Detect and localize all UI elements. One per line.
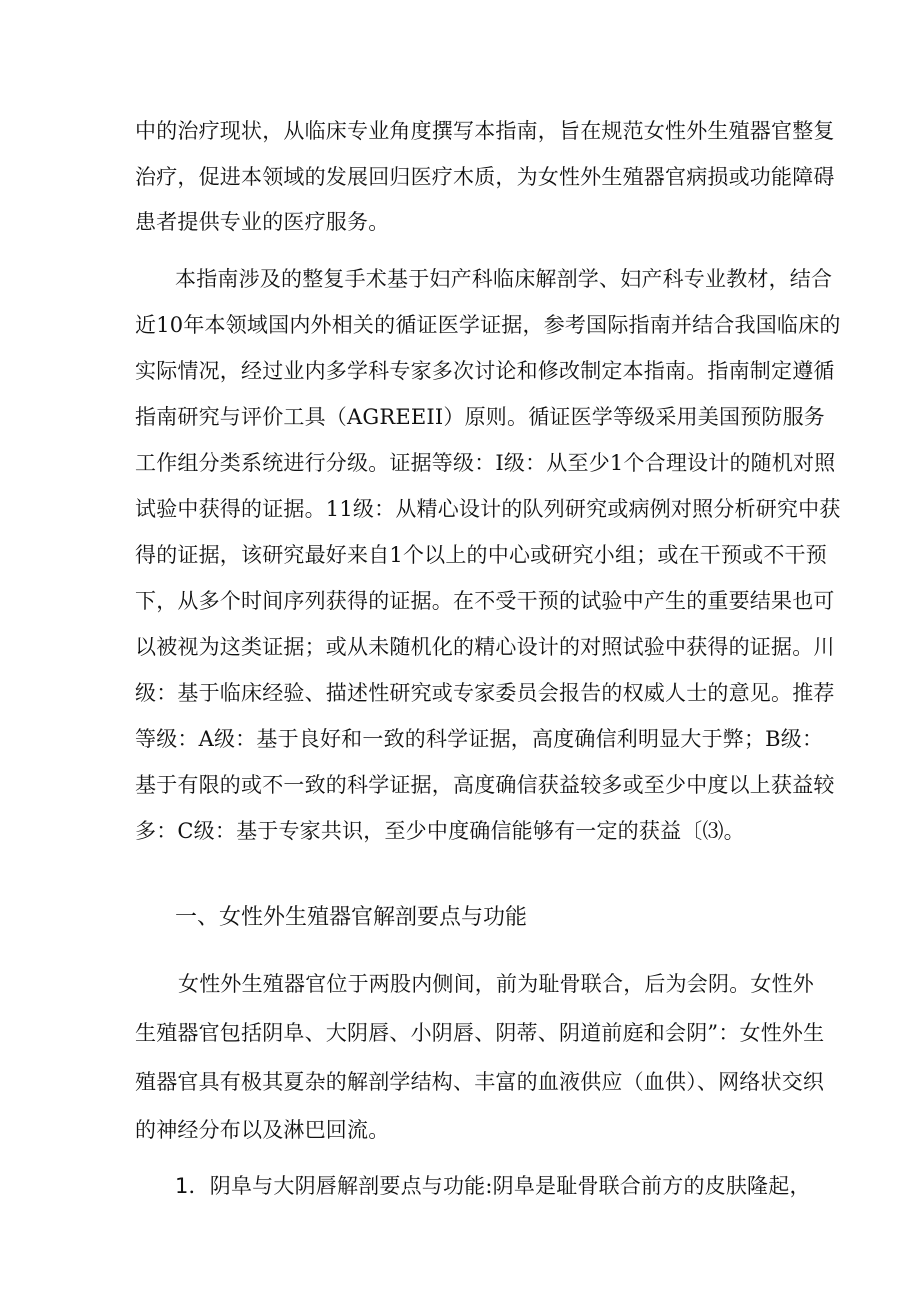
text-line: 的神经分布以及淋巴回流。 <box>135 1118 390 1142</box>
text-line: 多：C级：基于专家共识，至少中度确信能够有一定的获益〔⑶。 <box>135 819 745 843</box>
text-line: 患者提供专业的医疗服务。 <box>135 210 390 234</box>
text-line: 指南研究与评价工具（AGREEII）原则。循证医学等级采用美国预防服务 <box>135 405 825 429</box>
text-line: 生殖器官包括阴阜、大阴唇、小阴唇、阴蒂、阴道前庭和会阴”：女性外生 <box>135 1021 825 1045</box>
text-line: 等级：A级：基于良好和一致的科学证据，高度确信利明显大于弊；B级： <box>135 727 824 751</box>
text-line: 实际情况，经过业内多学科专家多次讨论和修改制定本指南。指南制定遵循 <box>135 359 835 383</box>
text-line: 中的治疗现状，从临床专业角度撰写本指南，旨在规范女性外生殖器官整复 <box>135 119 835 143</box>
text-line: 基于有限的或不一致的科学证据，高度确信获益较多或至少中度以上获益较 <box>135 773 835 797</box>
text-line: 试验中获得的证据。11级：从精心设计的队列研究或病例对照分析研究中获 <box>135 497 841 521</box>
subsection-number: 1． <box>175 1174 210 1198</box>
section-heading: 一、女性外生殖器官解剖要点与功能 <box>175 905 528 930</box>
text-line: 级：基于临床经验、描述性研究或专家委员会报告的权威人士的意见。推荐 <box>135 681 835 705</box>
text-line: 殖器官具有极其夏杂的解剖学结构、丰富的血液供应（血供）、网络状交织 <box>135 1070 825 1094</box>
text-line: 工作组分类系统进行分级。证据等级：I级：从至少1个合理设计的随机对照 <box>135 451 836 475</box>
subsection-title: 阴阜与大阴唇解剖要点与功能 <box>209 1174 486 1198</box>
text-line: 治疗，促进本领域的发展回归医疗木质，为女性外生殖器官病损或功能障碍 <box>135 165 835 189</box>
text-line: 本指南涉及的整复手术基于妇产科临床解剖学、妇产科专业教材，结合 <box>175 267 833 291</box>
text-line: 女性外生殖器官位于两股内侧间，前为耻骨联合，后为会阴。女性外 <box>178 972 814 996</box>
subsection-text: :阴阜是耻骨联合前方的皮肤隆起， <box>485 1174 811 1198</box>
text-line: 得的证据，该研究最好来自1个以上的中心或研究小组；或在干预或不干预 <box>135 543 827 567</box>
subsection-line <box>175 1172 811 1200</box>
text-line: 下，从多个时间序列获得的证据。在不受干预的试验中产生的重要结果也可 <box>135 589 835 613</box>
text-line: 以被视为这类证据；或从未随机化的精心设计的对照试验中获得的证据。川 <box>135 635 835 659</box>
text-line: 近10年本领域国内外相关的循证医学证据，参考国际指南并结合我国临床的 <box>135 313 841 337</box>
